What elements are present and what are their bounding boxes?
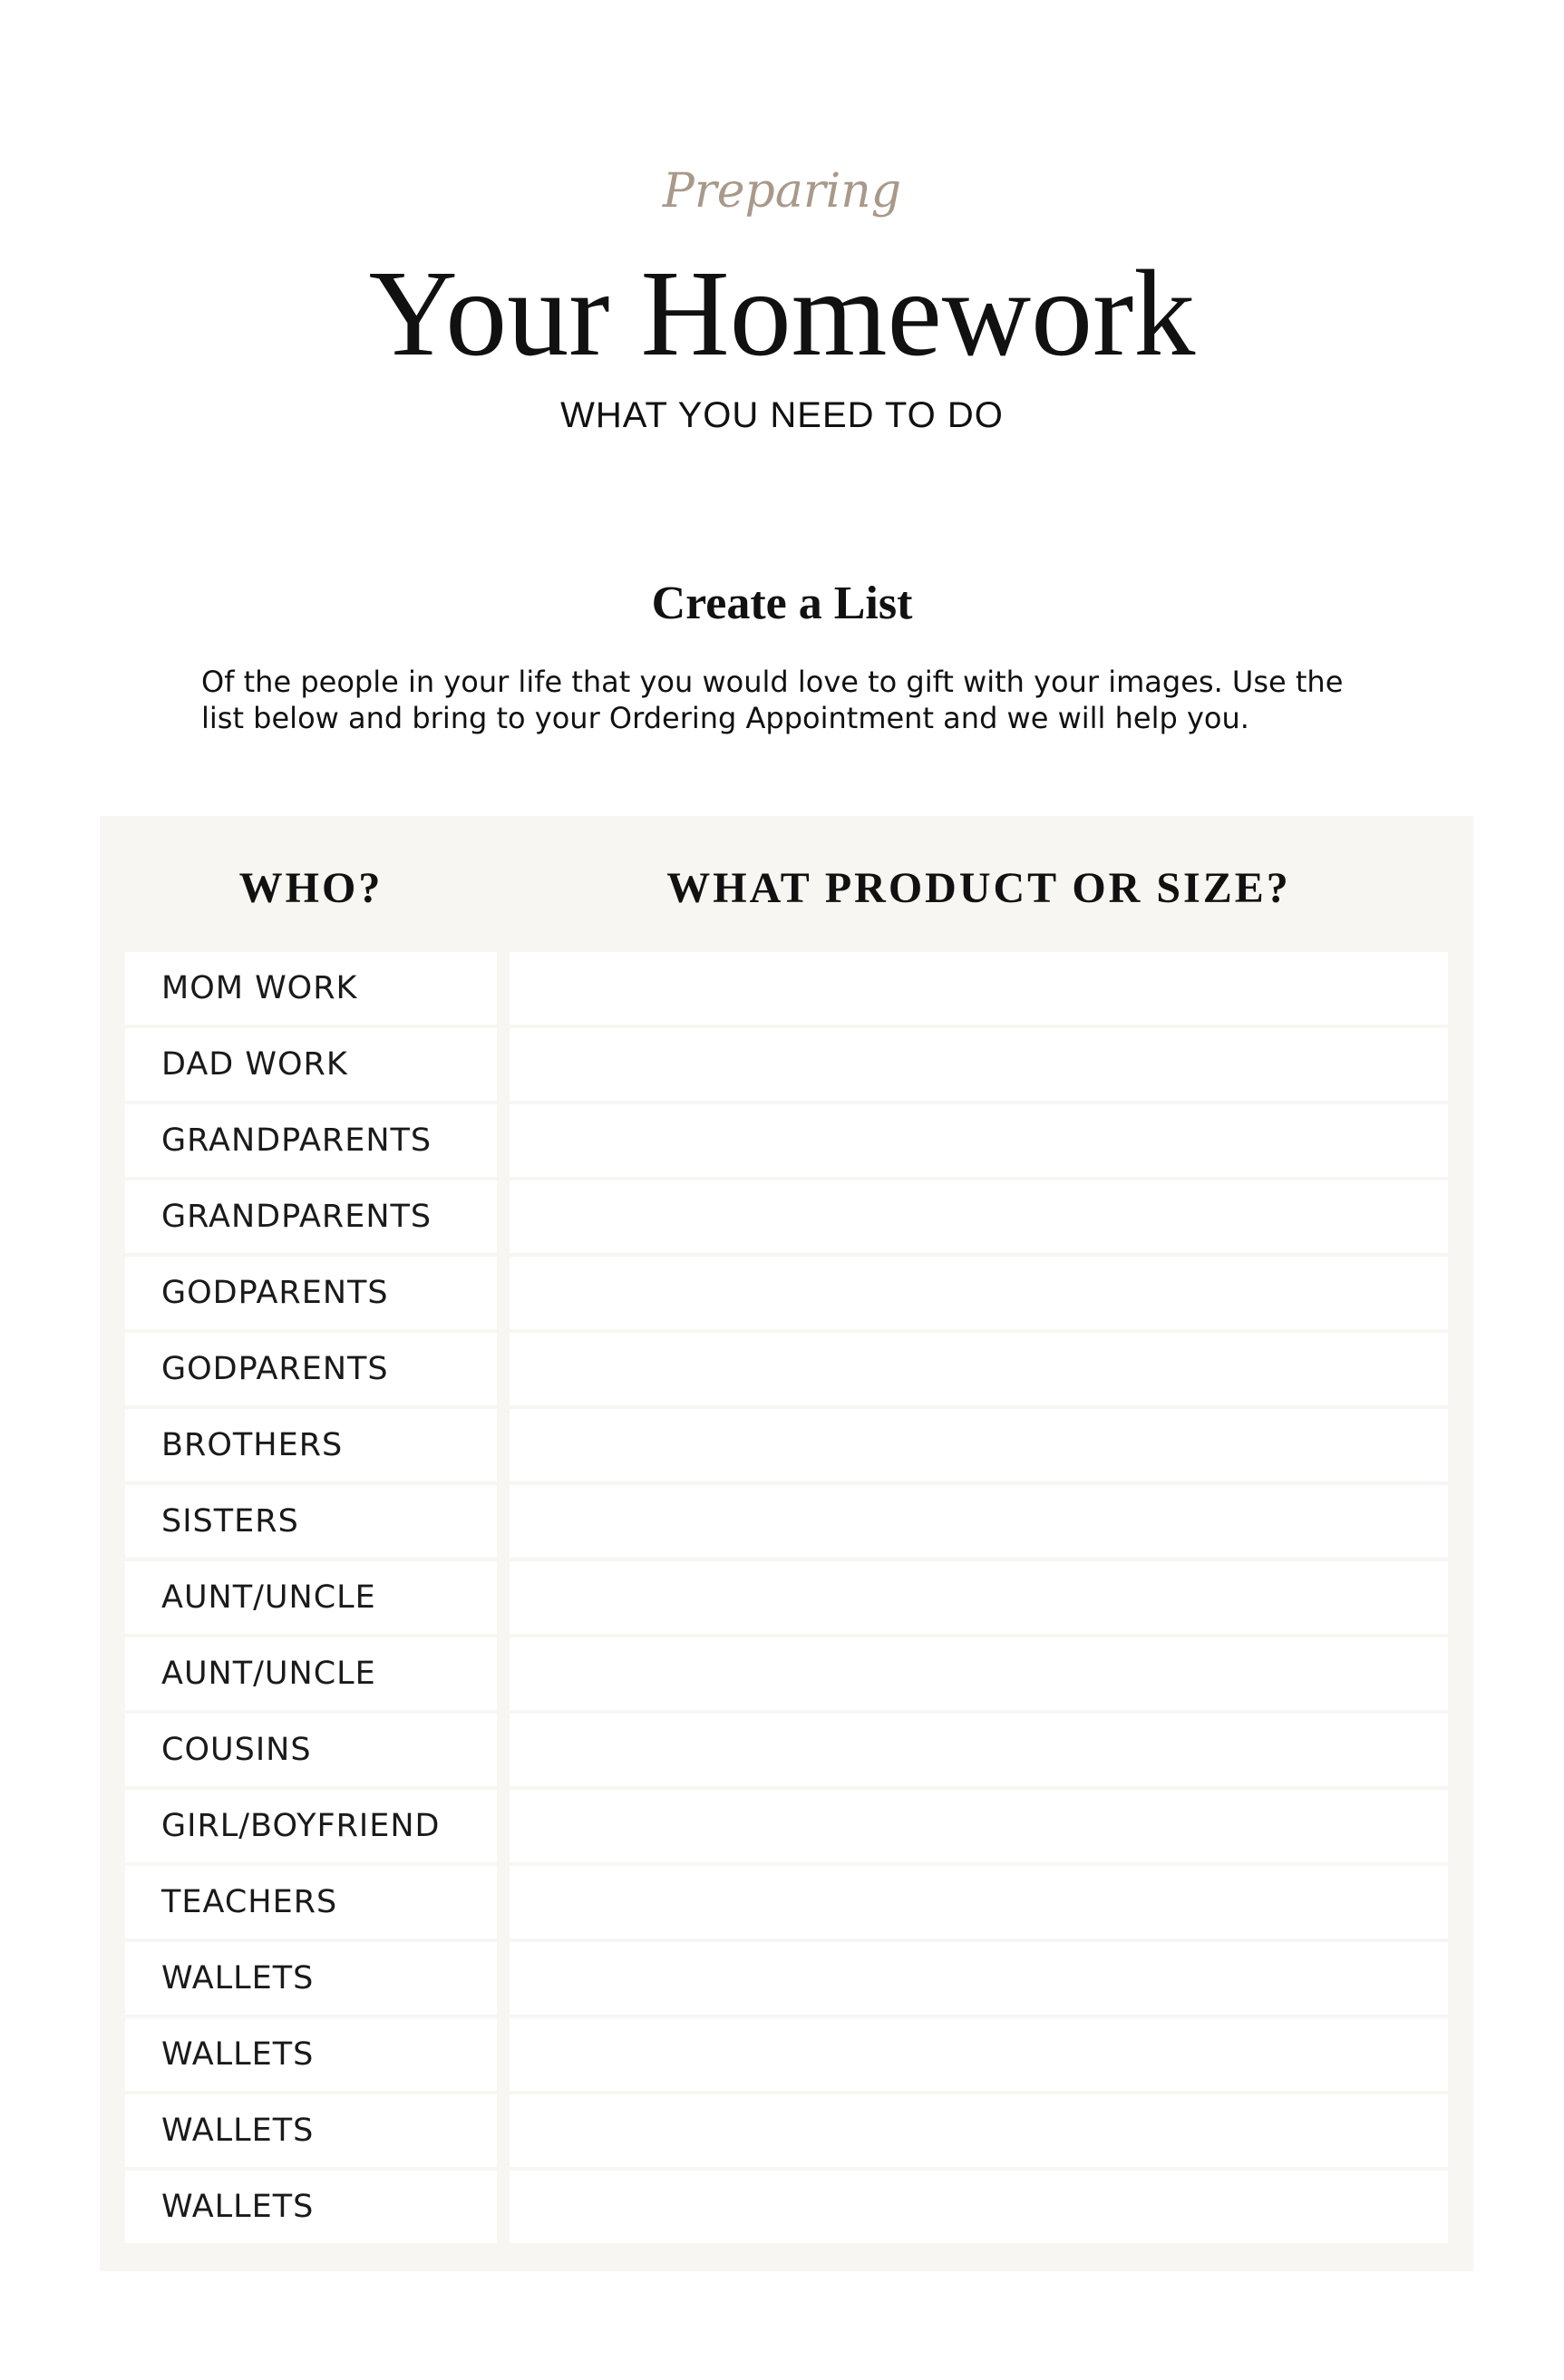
who-cell: DAD WORK bbox=[125, 1028, 497, 1101]
who-cell: BROTHERS bbox=[125, 1409, 497, 1481]
table-row bbox=[125, 2094, 1449, 2167]
who-cell: COUSINS bbox=[125, 1714, 497, 1786]
product-cell[interactable] bbox=[510, 1409, 1448, 1481]
who-cell: WALLETS bbox=[125, 2094, 497, 2167]
table-row bbox=[125, 1790, 1449, 1862]
product-cell[interactable] bbox=[510, 1028, 1448, 1101]
product-cell[interactable] bbox=[510, 2171, 1448, 2243]
who-cell: WALLETS bbox=[125, 1942, 497, 2015]
table-row bbox=[125, 952, 1449, 1025]
table-row bbox=[125, 2171, 1449, 2243]
table-row bbox=[125, 1409, 1449, 1481]
table-row bbox=[125, 1257, 1449, 1329]
product-cell[interactable] bbox=[510, 1333, 1448, 1405]
who-cell: WALLETS bbox=[125, 2018, 497, 2091]
product-cell[interactable] bbox=[510, 2018, 1448, 2091]
who-cell: SISTERS bbox=[125, 1485, 497, 1558]
table-row bbox=[125, 1028, 1449, 1101]
product-cell[interactable] bbox=[510, 2094, 1448, 2167]
table-rows bbox=[125, 952, 1449, 2247]
table-row bbox=[125, 1485, 1449, 1558]
table-row bbox=[125, 2018, 1449, 2091]
product-cell[interactable] bbox=[510, 952, 1448, 1025]
who-cell: AUNT/UNCLE bbox=[125, 1561, 497, 1634]
table-row bbox=[125, 1714, 1449, 1786]
who-cell: GODPARENTS bbox=[125, 1257, 497, 1329]
who-cell: GIRL/BOYFRIEND bbox=[125, 1790, 497, 1862]
table-row bbox=[125, 1942, 1449, 2015]
product-cell[interactable] bbox=[510, 1866, 1448, 1938]
product-cell[interactable] bbox=[510, 1180, 1448, 1253]
table-row bbox=[125, 1180, 1449, 1253]
product-column-header: WHAT PRODUCT OR SIZE? bbox=[666, 864, 1291, 912]
section-title: Create a List bbox=[651, 578, 913, 629]
product-cell[interactable] bbox=[510, 1561, 1448, 1634]
page-subtitle: WHAT YOU NEED TO DO bbox=[560, 395, 1004, 435]
gift-list-table bbox=[100, 816, 1473, 2271]
who-cell: GRANDPARENTS bbox=[125, 1104, 497, 1177]
who-cell: MOM WORK bbox=[125, 952, 497, 1025]
product-cell[interactable] bbox=[510, 1257, 1448, 1329]
product-cell[interactable] bbox=[510, 1485, 1448, 1558]
who-cell: TEACHERS bbox=[125, 1866, 497, 1938]
product-cell[interactable] bbox=[510, 1790, 1448, 1862]
page-title: Your Homework bbox=[368, 246, 1196, 382]
who-cell: GRANDPARENTS bbox=[125, 1180, 497, 1253]
product-cell[interactable] bbox=[510, 1714, 1448, 1786]
product-cell[interactable] bbox=[510, 1942, 1448, 2015]
eyebrow-text: Preparing bbox=[662, 164, 902, 219]
table-row bbox=[125, 1637, 1449, 1710]
table-row bbox=[125, 1333, 1449, 1405]
who-cell: AUNT/UNCLE bbox=[125, 1637, 497, 1710]
table-row bbox=[125, 1104, 1449, 1177]
who-column-header: WHO? bbox=[238, 864, 384, 912]
who-cell: GODPARENTS bbox=[125, 1333, 497, 1405]
product-cell[interactable] bbox=[510, 1104, 1448, 1177]
intro-paragraph: Of the people in your life that you would love to gift with your images. Use the list below and bring to your Ordering Appointment and we will help you. bbox=[201, 665, 1344, 735]
who-cell: WALLETS bbox=[125, 2171, 497, 2243]
table-row bbox=[125, 1561, 1449, 1634]
table-row bbox=[125, 1866, 1449, 1938]
product-cell[interactable] bbox=[510, 1637, 1448, 1710]
